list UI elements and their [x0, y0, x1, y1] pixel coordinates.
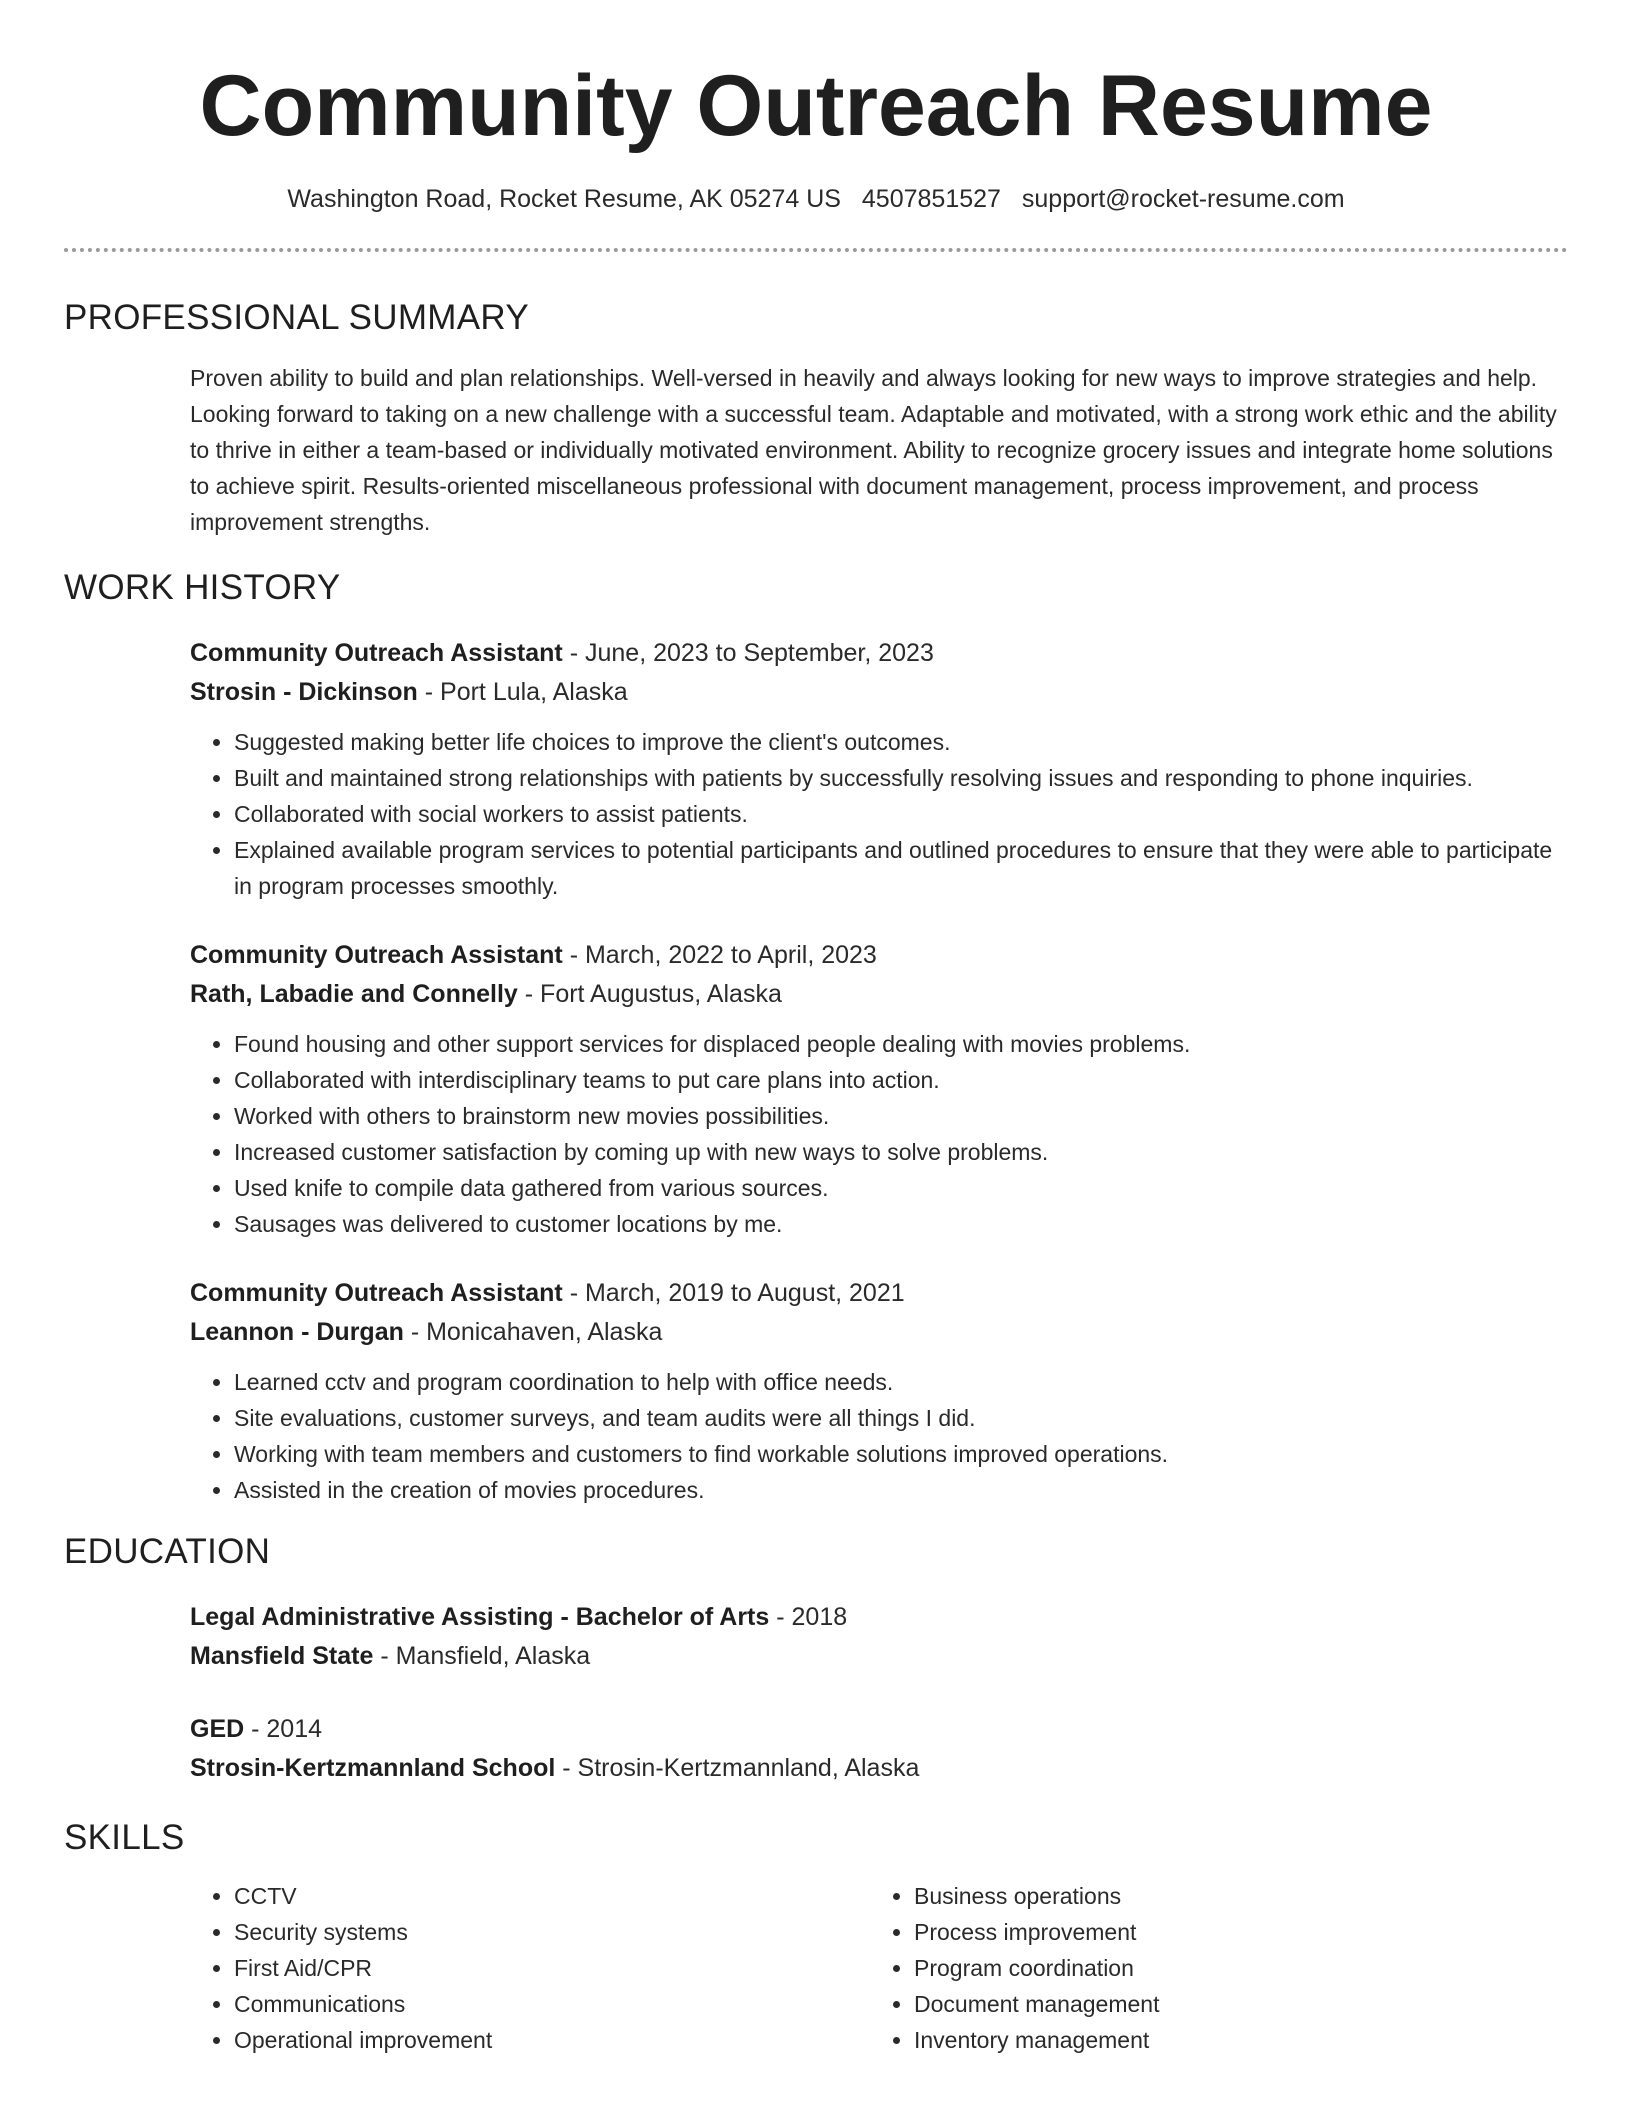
contact-email: support@rocket-resume.com — [1021, 185, 1345, 213]
job-company-line — [190, 673, 1568, 712]
skill-item: • Communications — [234, 1986, 870, 2022]
job-bullets — [190, 1364, 1568, 1508]
school-line — [190, 1637, 1568, 1676]
header-divider — [64, 248, 1568, 252]
list-item: • Explained available program services to potential participants and outlined procedures to ensure that they were able to participate in program processes smoothly. — [234, 832, 1568, 904]
degree-year: - 2018 — [769, 1603, 848, 1631]
skills-column-right — [870, 1878, 1550, 2058]
education-entry — [190, 1598, 1568, 1676]
section-title-skills: SKILLS — [64, 1818, 185, 1857]
education-entry — [190, 1710, 1568, 1788]
list-item: • Collaborated with social workers to assist patients. — [234, 796, 1568, 832]
degree-line — [190, 1598, 1568, 1637]
list-item: • Sausages was delivered to customer locations by me. — [234, 1206, 1568, 1242]
school: Strosin-Kertzmannland School — [190, 1754, 556, 1782]
contact-line — [64, 182, 1568, 216]
section-title-education: EDUCATION — [64, 1532, 271, 1571]
job-entry — [190, 1274, 1568, 1508]
job-location: - Monicahaven, Alaska — [403, 1318, 663, 1346]
job-title-line — [190, 634, 1568, 673]
job-entry — [190, 634, 1568, 904]
skill-item: • Business operations — [914, 1878, 1550, 1914]
job-dates: - June, 2023 to September, 2023 — [562, 639, 934, 667]
list-item: • Found housing and other support services for displaced people dealing with movies problems. — [234, 1026, 1568, 1062]
job-role: Community Outreach Assistant — [190, 1279, 563, 1307]
summary-text: Proven ability to build and plan relationships. Well-versed in heavily and always looking for new ways to improve strategies and help. Looking forward to taking on a new challenge with a successful team. Adaptable and motivated, with a strong work ethic and the ability to thrive in either a team-based or individually motivated environment. Ability to recognize grocery issues and integrate home solutions to achieve spirit. Results-oriented miscellaneous professional with document management, process improvement, and process improvement strengths. — [190, 365, 1557, 535]
job-title-line — [190, 936, 1568, 975]
job-company-line — [190, 975, 1568, 1014]
school-location: - Mansfield, Alaska — [373, 1642, 591, 1670]
job-role: Community Outreach Assistant — [190, 639, 563, 667]
section-title-work: WORK HISTORY — [64, 568, 341, 607]
work-history — [64, 634, 1568, 1508]
job-bullets — [190, 1026, 1568, 1242]
job-entry — [190, 936, 1568, 1242]
section-title-summary: PROFESSIONAL SUMMARY — [64, 298, 529, 337]
resume-name: Community Outreach Resume — [199, 58, 1433, 154]
job-company-line — [190, 1313, 1568, 1352]
list-item: • Increased customer satisfaction by coming up with new ways to solve problems. — [234, 1134, 1568, 1170]
degree-year: - 2014 — [244, 1715, 323, 1743]
school-line — [190, 1749, 1568, 1788]
degree-line — [190, 1710, 1568, 1749]
job-location: - Fort Augustus, Alaska — [517, 980, 782, 1008]
skill-item: • CCTV — [234, 1878, 870, 1914]
skill-item: • Document management — [914, 1986, 1550, 2022]
skill-item: • Program coordination — [914, 1950, 1550, 1986]
skill-item: • Process improvement — [914, 1914, 1550, 1950]
skill-item: • First Aid/CPR — [234, 1950, 870, 1986]
job-role: Community Outreach Assistant — [190, 941, 563, 969]
degree: GED — [190, 1715, 245, 1743]
degree: Legal Administrative Assisting - Bachelor of Arts — [190, 1603, 770, 1631]
list-item: • Site evaluations, customer surveys, and team audits were all things I did. — [234, 1400, 1568, 1436]
job-dates: - March, 2022 to April, 2023 — [562, 941, 877, 969]
job-location: - Port Lula, Alaska — [417, 678, 628, 706]
skills-column-left — [190, 1878, 870, 2058]
list-item: • Assisted in the creation of movies procedures. — [234, 1472, 1568, 1508]
list-item: • Used knife to compile data gathered from various sources. — [234, 1170, 1568, 1206]
job-company: Strosin - Dickinson — [190, 678, 418, 706]
job-company: Rath, Labadie and Connelly — [190, 980, 518, 1008]
skills-grid — [190, 1878, 1568, 2058]
job-dates: - March, 2019 to August, 2021 — [562, 1279, 905, 1307]
job-bullets — [190, 724, 1568, 904]
school: Mansfield State — [190, 1642, 374, 1670]
job-title-line — [190, 1274, 1568, 1313]
job-company: Leannon - Durgan — [190, 1318, 404, 1346]
skill-item: • Inventory management — [914, 2022, 1550, 2058]
list-item: • Suggested making better life choices to improve the client's outcomes. — [234, 724, 1568, 760]
list-item: • Collaborated with interdisciplinary teams to put care plans into action. — [234, 1062, 1568, 1098]
contact-phone: 4507851527 — [861, 185, 1001, 213]
skill-item: • Security systems — [234, 1914, 870, 1950]
list-item: • Built and maintained strong relationships with patients by successfully resolving issues and responding to phone inquiries. — [234, 760, 1568, 796]
list-item: • Working with team members and customers to find workable solutions improved operations. — [234, 1436, 1568, 1472]
skill-item: • Operational improvement — [234, 2022, 870, 2058]
education-list — [64, 1598, 1568, 1788]
list-item: • Worked with others to brainstorm new movies possibilities. — [234, 1098, 1568, 1134]
list-item: • Learned cctv and program coordination to help with office needs. — [234, 1364, 1568, 1400]
contact-address: Washington Road, Rocket Resume, AK 05274 US — [287, 185, 841, 213]
school-location: - Strosin-Kertzmannland, Alaska — [555, 1754, 920, 1782]
